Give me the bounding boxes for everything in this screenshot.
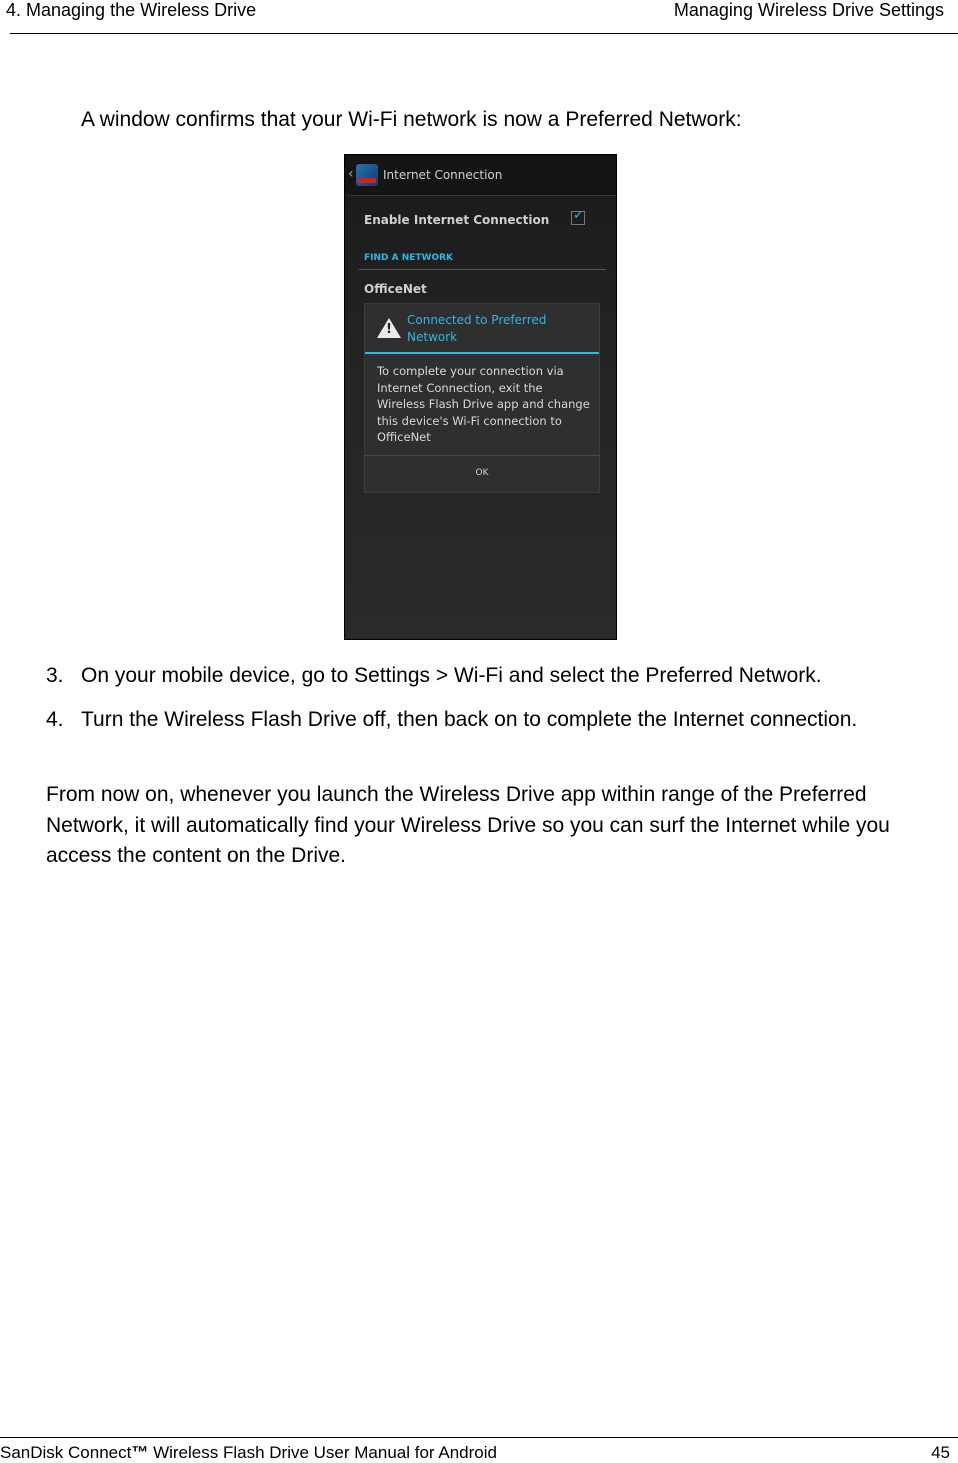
chapter-title: 4. Managing the Wireless Drive — [6, 0, 257, 20]
step-text: On your mobile device, go to Settings > Wi-Fi and select the Preferred Network. — [81, 664, 822, 687]
find-network-header: FIND A NETWORK — [364, 253, 454, 263]
header-divider — [10, 33, 958, 34]
section-title: Managing Wireless Drive Settings — [673, 0, 944, 20]
preferred-network-dialog — [364, 303, 600, 493]
app-action-bar — [345, 155, 616, 196]
enable-internet-label: Enable Internet Connection — [364, 213, 550, 227]
checkbox-icon — [571, 211, 585, 225]
manual-title — [0, 1443, 497, 1463]
footer-divider — [0, 1437, 958, 1438]
warning-icon — [377, 318, 401, 338]
app-title: Internet Connection — [383, 168, 503, 182]
intro-text: A window confirms that your Wi-Fi network is now a Preferred Network: — [81, 108, 742, 131]
step-number: 4. — [46, 708, 64, 731]
closing-paragraph: From now on, whenever you launch the Wireless Drive app within range of the Preferred Network, it will automatically find your Wireless Drive so you can surf the Internet while you access the content on the Drive. — [46, 783, 890, 867]
step-number: 3. — [46, 664, 64, 687]
manual-name: Wireless Flash Drive User Manual for Android — [148, 1443, 497, 1462]
network-name: OfficeNet — [364, 282, 427, 296]
dialog-button-divider — [365, 455, 599, 456]
brand-name: SanDisk Connect — [0, 1443, 132, 1462]
page-number: 45 — [931, 1443, 950, 1462]
app-screenshot — [344, 154, 617, 640]
step-text: Turn the Wireless Flash Drive off, then back on to complete the Internet connection. — [81, 708, 858, 731]
trademark-symbol: ™ — [131, 1443, 149, 1462]
ok-button: OK — [475, 468, 489, 478]
dialog-title: Connected to Preferred Network — [407, 313, 547, 344]
section-divider — [359, 269, 606, 270]
app-icon — [356, 164, 378, 186]
back-icon: ‹ — [348, 166, 354, 182]
dialog-message: To complete your connection via Internet Connection, exit the Wireless Flash Drive app and change this device's Wi-Fi connection to OfficeNet — [377, 364, 590, 445]
dialog-title-divider — [365, 352, 599, 354]
